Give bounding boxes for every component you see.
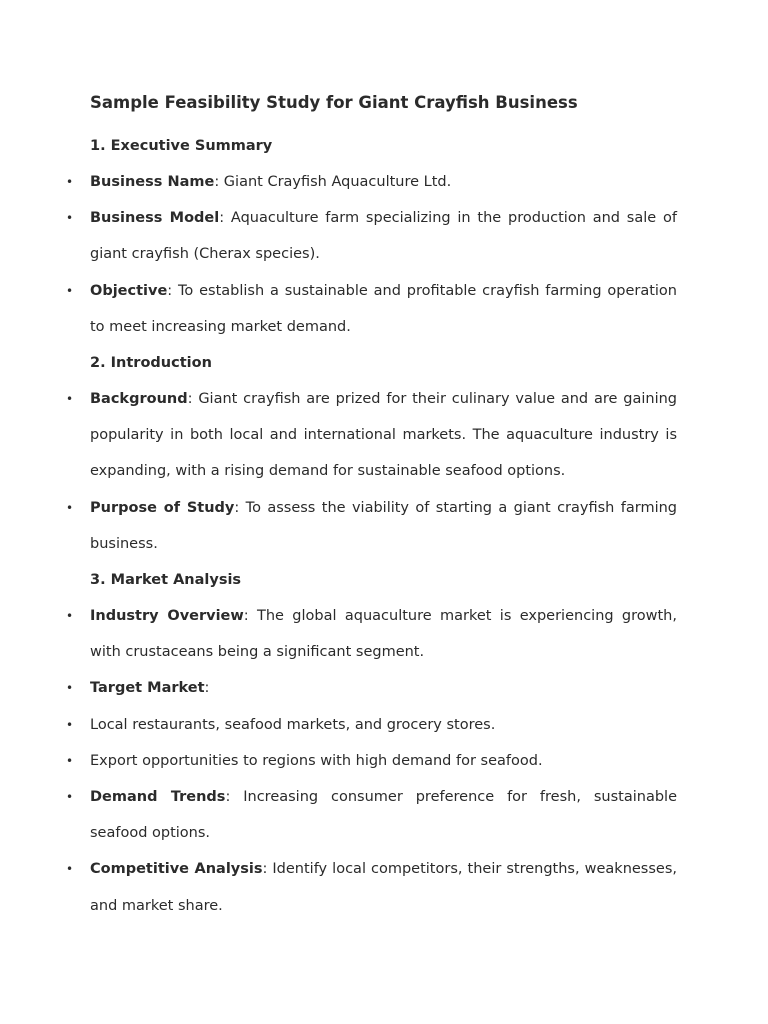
bullet-icon: • xyxy=(66,790,74,805)
document-title: Sample Feasibility Study for Giant Crayfish Business xyxy=(90,93,578,112)
item-text: : Aquaculture farm specializing in the production and sale of giant crayfish (Cherax species). xyxy=(90,210,677,263)
item-term: Competitive Analysis xyxy=(90,861,263,878)
list-item xyxy=(66,490,677,562)
bullet-icon: • xyxy=(66,500,74,515)
item-term: Purpose of Study xyxy=(90,499,235,516)
bullet-icon: • xyxy=(66,211,74,226)
item-term: Background xyxy=(90,391,188,408)
item-text: Export opportunities to regions with high demand for seafood. xyxy=(90,752,543,769)
bullet-icon: • xyxy=(66,283,74,298)
item-text: : Identify local competitors, their strengths, weaknesses, and market share. xyxy=(90,861,677,914)
list-item xyxy=(66,851,677,923)
section-heading-introduction: 2. Introduction xyxy=(90,355,212,372)
item-term: Objective xyxy=(90,282,168,299)
list-item xyxy=(66,273,677,345)
section-heading-executive-summary: 1. Executive Summary xyxy=(90,138,273,154)
bullet-icon: • xyxy=(66,681,74,696)
list-item xyxy=(66,743,677,779)
item-text: Local restaurants, seafood markets, and grocery stores. xyxy=(90,716,496,733)
bullet-icon: • xyxy=(66,175,74,189)
item-text: : The global aquaculture market is experiencing growth, with crustaceans being a significant segment. xyxy=(90,608,677,661)
item-text: : To assess the viability of starting a giant crayfish farming business. xyxy=(90,499,677,552)
list-item xyxy=(66,200,677,272)
bullet-icon: • xyxy=(66,717,74,732)
introduction-list xyxy=(66,381,677,562)
item-term: Business Model xyxy=(90,210,220,227)
list-item xyxy=(66,779,677,851)
item-term: Business Name xyxy=(90,174,215,190)
list-item xyxy=(66,164,677,200)
bullet-icon: • xyxy=(66,753,74,768)
bullet-icon: • xyxy=(66,392,74,407)
item-text: : To establish a sustainable and profitable crayfish farming operation to meet increasing market demand. xyxy=(90,282,677,335)
bullet-icon: • xyxy=(66,862,74,877)
item-text: : Giant crayfish are prized for their culinary value and are gaining popularity in both local and international markets. The aquaculture industry is expanding, with a rising demand for sustainable seafood options. xyxy=(90,391,677,480)
item-term: Demand Trends xyxy=(90,789,226,806)
item-text: : xyxy=(204,680,210,697)
item-text: : Increasing consumer preference for fresh, sustainable seafood options. xyxy=(90,789,677,842)
item-text: : Giant Crayfish Aquaculture Ltd. xyxy=(214,174,452,190)
item-term: Target Market xyxy=(90,680,205,697)
item-term: Industry Overview xyxy=(90,608,244,625)
list-item xyxy=(66,381,677,490)
document-page xyxy=(66,88,677,924)
list-item xyxy=(66,598,677,670)
bullet-icon: • xyxy=(66,609,74,624)
section-heading-market-analysis: 3. Market Analysis xyxy=(90,572,242,589)
list-item xyxy=(66,707,677,743)
executive-summary-list xyxy=(66,164,677,345)
list-item xyxy=(66,670,677,706)
market-analysis-list xyxy=(66,598,677,924)
